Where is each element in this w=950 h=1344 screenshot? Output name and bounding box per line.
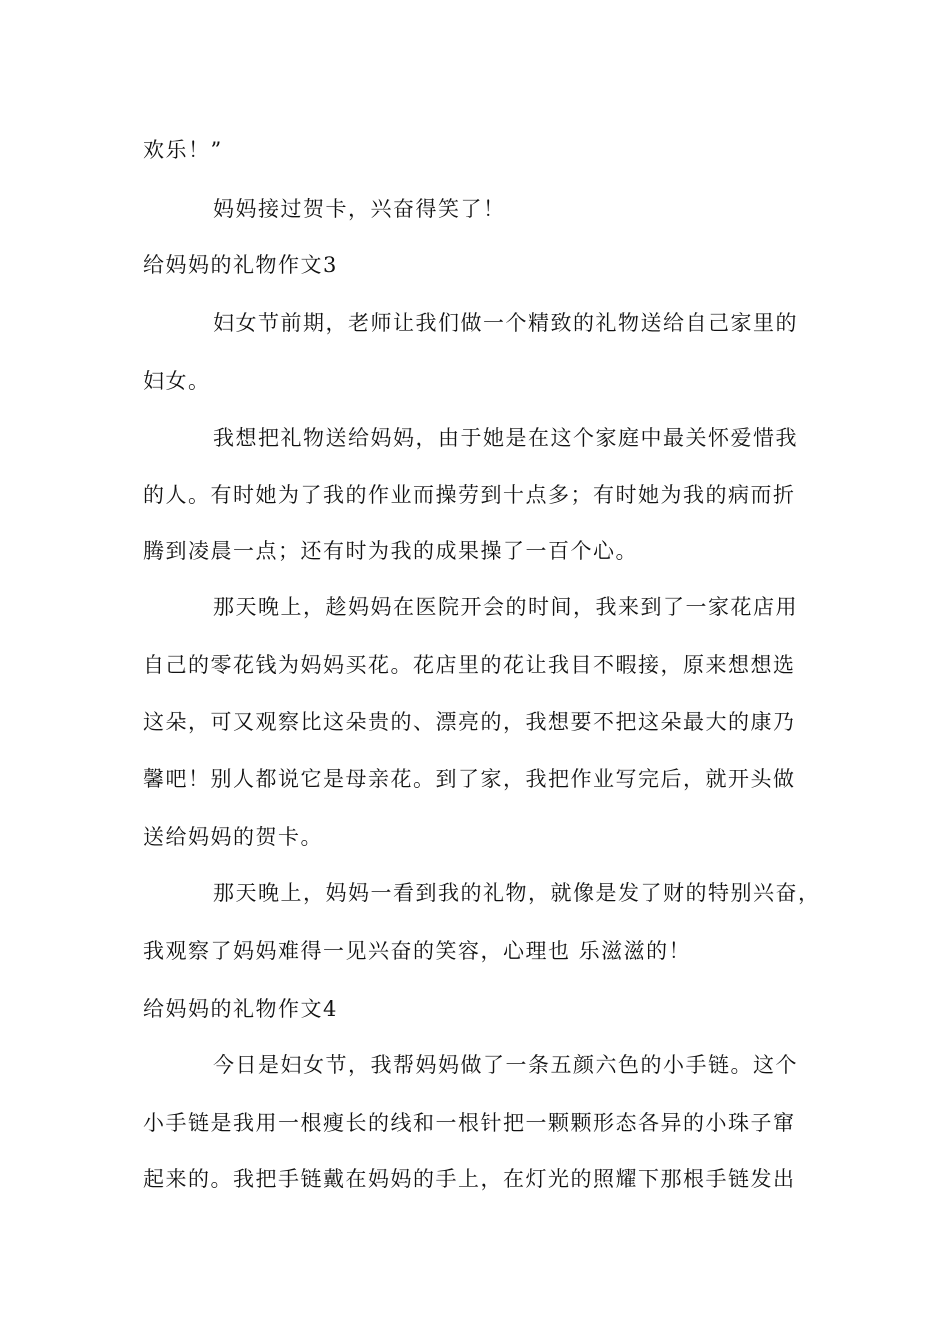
text-line: 那天晚上，趁妈妈在医院开会的时间，我来到了一家花店用 [213,595,798,619]
text-line: 自己的零花钱为妈妈买花。花店里的花让我目不暇接，原来想想选 [143,653,796,677]
text-line: 我想把礼物送给妈妈，由于她是在这个家庭中最关怀爱惜我 [213,426,798,450]
text-line: 起来的。我把手链戴在妈妈的手上，在灯光的照耀下那根手链发出 [143,1167,796,1191]
text-line: 小手链是我用一根瘦长的线和一根针把一颗颗形态各异的小珠子窜 [143,1111,796,1135]
text-line: 妈妈接过贺卡，兴奋得笑了！ [213,197,506,221]
text-line: 馨吧！别人都说它是母亲花。到了家，我把作业写完后，就开头做 [143,767,796,791]
text-line: 那天晚上，妈妈一看到我的礼物，就像是发了财的特别兴奋， [213,881,821,905]
text-line: 欢乐！” [143,138,223,162]
text-line: 送给妈妈的贺卡。 [143,825,323,849]
text-line: 我观察了妈妈难得一见兴奋的笑容，心理也 乐滋滋的！ [143,939,692,963]
text-line: 妇女节前期，老师让我们做一个精致的礼物送给自己家里的 [213,311,798,335]
text-line: 今日是妇女节，我帮妈妈做了一条五颜六色的小手链。这个 [213,1053,798,1077]
section-heading: 给妈妈的礼物作文3 [143,253,338,277]
section-heading: 给妈妈的礼物作文4 [143,997,338,1021]
text-line: 腾到凌晨一点；还有时为我的成果操了一百个心。 [143,539,638,563]
text-line: 的人。有时她为了我的作业而操劳到十点多；有时她为我的病而折 [143,483,796,507]
text-line: 这朵，可又观察比这朵贵的、漂亮的，我想要不把这朵最大的康乃 [143,710,796,734]
text-line: 妇女。 [143,369,211,393]
